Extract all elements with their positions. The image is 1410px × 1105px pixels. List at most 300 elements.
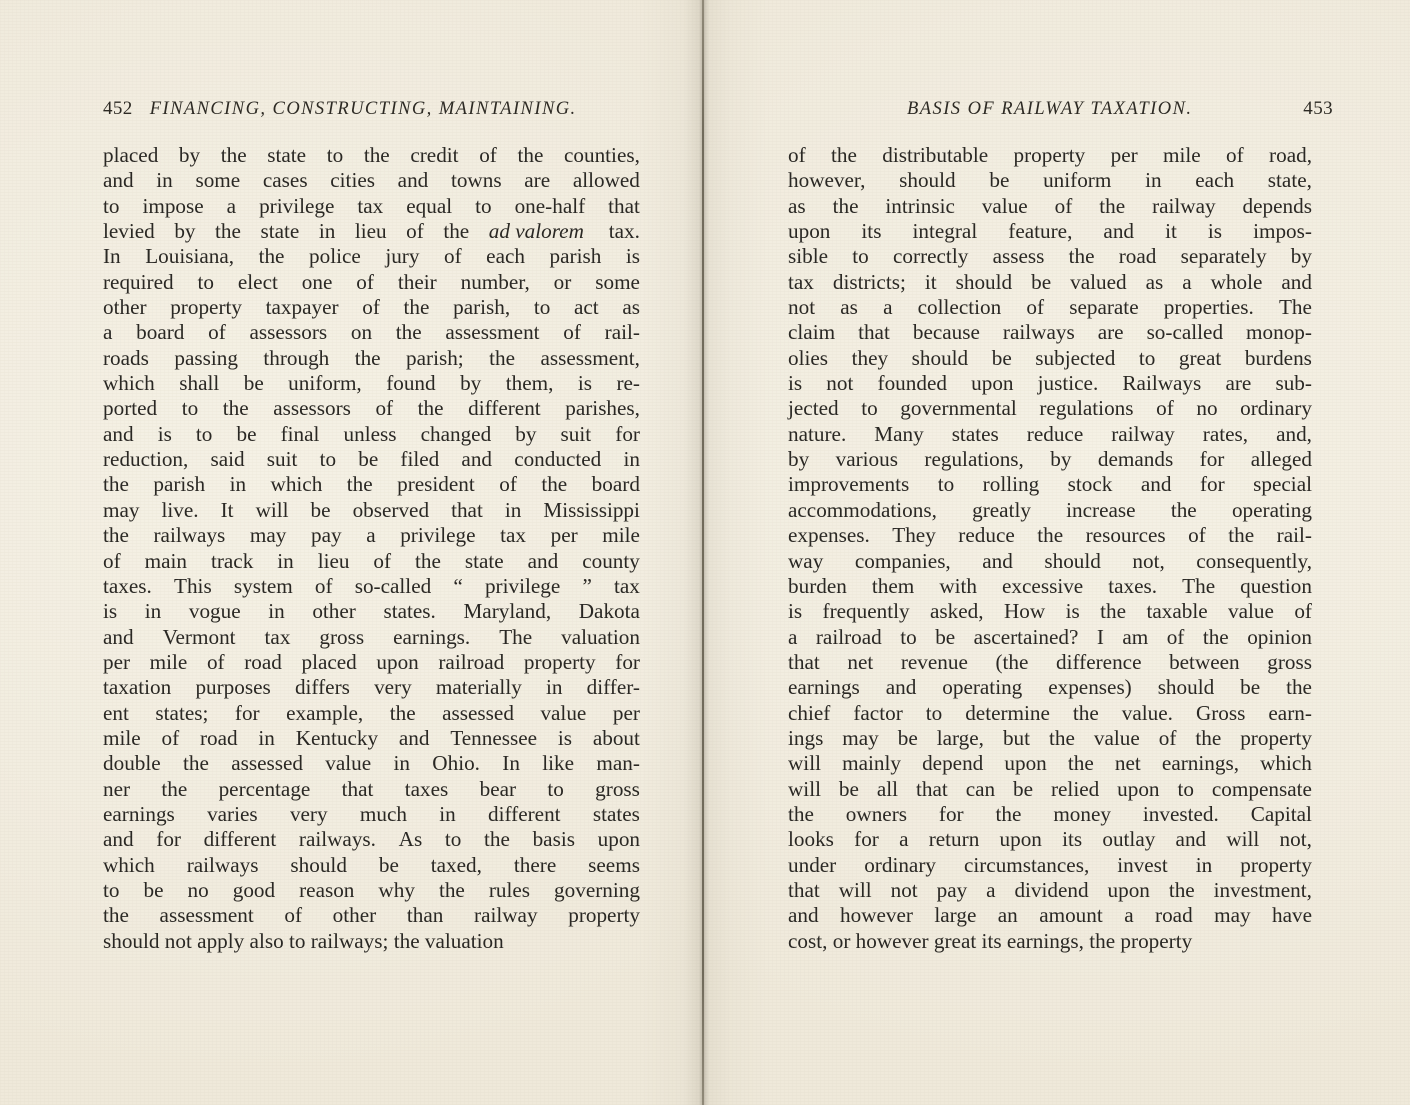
word: each [1195,168,1235,193]
word: that [788,877,820,902]
word: and [103,168,134,193]
word: taxes. [1108,573,1158,598]
word: act [573,295,599,320]
word: gross [319,624,365,649]
word: great [1178,345,1222,370]
word: the [1195,725,1222,750]
word: Louisiana, [145,244,235,269]
word: may [842,725,879,750]
word: is [1207,219,1223,244]
text-line [788,625,1312,650]
word: states [951,421,999,446]
word: as [788,193,806,218]
word: As [398,827,423,852]
word: ordinary [1240,396,1312,421]
word: in [258,725,275,750]
word: all [876,776,899,801]
word: there [513,852,557,877]
word: Vermont [162,624,236,649]
word: to [326,143,344,167]
text-line [788,523,1312,548]
word: be [310,497,331,522]
word: board [591,472,640,497]
word: nature. [788,421,847,446]
word: for [615,421,640,446]
word: property [1240,852,1312,877]
word: by [178,143,201,167]
left-page [0,0,703,1105]
word: levied [103,219,155,244]
word: upon [1004,751,1047,776]
text-line [788,498,1312,523]
word: tax [500,523,527,548]
text-line [788,827,1312,852]
word: “ [453,573,463,598]
word: parish, [453,295,511,320]
word: railway [1111,421,1175,446]
word: relied [1050,776,1100,801]
word: be [143,877,164,902]
word: the [1067,751,1094,776]
word: different [468,396,541,421]
text-line: cost, or however great its earnings, the property [788,928,1193,953]
word: other [332,903,377,928]
word: other [103,295,147,320]
word: taxes. [103,573,152,598]
right-page-folio: 453 [1303,98,1333,119]
word: are [1225,371,1252,396]
word: separately [1180,244,1267,269]
word: number, [460,269,530,294]
word: about [592,725,640,750]
word: consequently, [1196,548,1312,573]
word: man- [596,751,640,776]
word: roads [103,345,149,370]
word: are [1097,320,1124,345]
word: and [527,548,559,573]
word: the [1168,877,1195,902]
text-line [103,244,640,269]
word: is [577,371,592,396]
word: different [203,827,277,852]
word: some [195,168,241,193]
text-line [103,270,640,295]
word: by [460,371,482,396]
word: upon [376,649,419,674]
word: intrinsic [885,193,955,218]
word: in [144,599,162,624]
word: differ- [586,675,640,700]
word: each [486,244,525,269]
word: said [210,447,245,472]
word: railway [1152,193,1216,218]
word: not, [1279,827,1312,852]
text-line [103,625,640,650]
word: mile [103,725,141,750]
word: the [517,143,544,167]
word: to [319,447,337,472]
word: it [1165,219,1177,244]
word: for [1199,472,1225,497]
text-line [103,903,640,928]
word: and [103,624,134,649]
text-line [103,726,640,751]
word: Gross [1195,700,1246,725]
word: re- [616,371,640,396]
word: parish [153,472,206,497]
text-line [788,701,1312,726]
word: earn- [1268,700,1312,725]
italic-phrase: ad valorem [488,219,584,244]
word: to [861,396,878,421]
word: double [103,751,161,776]
word: should [899,168,956,193]
word: impose [142,193,204,218]
word: placed [103,143,159,167]
right-page-header-title: BASIS OF RAILWAY TAXATION. [907,99,1193,119]
text-line [788,244,1312,269]
right-page-paragraph [788,143,1312,954]
word: as [840,295,858,320]
word: earnings [103,801,175,826]
word: the [346,472,373,497]
word: varies [207,801,258,826]
word: taxes [404,776,449,801]
word: which [103,852,155,877]
word: property [170,295,242,320]
word: may [249,523,287,548]
word: of [788,143,806,167]
text-line [103,675,640,700]
word: states [592,801,640,826]
word: Ohio. [432,751,480,776]
word: their [397,269,437,294]
word: the [541,472,568,497]
word: have [1272,903,1312,928]
word: the [1072,700,1099,725]
word: in [504,497,522,522]
word: the [395,320,422,345]
word: purposes [195,675,271,700]
word: the [995,801,1022,826]
word: am [1122,624,1149,649]
text-line [788,295,1312,320]
word: cases [262,168,308,193]
right-page [703,0,1410,1105]
word: uniform [1043,168,1112,193]
word: stock [1067,472,1113,497]
word: as [622,295,640,320]
word: value [540,700,587,725]
word: of [208,320,226,345]
word: to [1177,776,1194,801]
word: cities [330,168,375,193]
word: as [1145,269,1164,294]
right-page-text-column [788,143,1312,954]
word: properties. [1163,295,1254,320]
word: governing [554,877,640,902]
word: road [244,649,282,674]
text-line [788,599,1312,624]
word: the [220,143,247,167]
word: return [928,827,980,852]
word: by [788,447,810,472]
word: value [325,751,372,776]
word: bear [479,776,517,801]
word: Railways [1122,371,1202,396]
word: feature, [1008,219,1073,244]
word: assessment [159,903,254,928]
word: it [924,269,937,294]
word: value [1093,725,1140,750]
word: They [892,523,936,548]
word: a [103,320,113,345]
word: assessors [273,396,351,421]
word: of [563,320,581,345]
word: is [103,599,118,624]
word: whole [1210,269,1263,294]
word: claim [788,320,836,345]
word: (the [995,649,1029,674]
word: police [309,244,361,269]
word: chief [788,700,831,725]
text-line [103,650,640,675]
word: equal [406,193,453,218]
word: of [499,472,517,497]
word: changed [420,421,492,446]
word: assess [992,244,1045,269]
text-line [103,574,640,599]
word: main [144,548,187,573]
word: differs [294,675,350,700]
word: upon [597,827,640,852]
word: invested. [1142,801,1219,826]
word: governmental [900,396,1017,421]
word: unless [343,421,397,446]
text-line [103,853,640,878]
word: The [499,624,533,649]
word: under [788,852,837,877]
word: the [103,472,129,497]
word: by [515,421,537,446]
word: should [955,269,1013,294]
word: be [935,624,956,649]
word: the [403,295,430,320]
word: separate [1069,295,1139,320]
word: assessors [249,320,328,345]
word: may [1214,903,1251,928]
word: example, [286,700,364,725]
word: a [366,523,376,548]
word: sible [788,244,829,269]
word: investment, [1213,877,1312,902]
word: excessive [1002,573,1084,598]
word: net [1114,751,1141,776]
word: valued [1070,269,1127,294]
word: parish [549,244,602,269]
word: for [938,801,964,826]
word: to [103,877,120,902]
word: not [826,371,854,396]
word: subjected [1035,345,1116,370]
word: Tennessee [450,725,538,750]
word: one-half [514,193,586,218]
word: railroad [815,624,882,649]
word: tax [357,193,384,218]
text-line [788,903,1312,928]
word: frequently [822,599,910,624]
word: to [195,421,213,446]
word: alleged [1250,447,1312,472]
text-line [103,422,640,447]
word: be [1031,269,1052,294]
word: in [156,168,173,193]
word: earnings, [1161,751,1239,776]
word: property [1240,725,1312,750]
word: reduce [1026,421,1084,446]
word: materially [435,675,522,700]
word: integral [912,219,978,244]
word: compensate [1211,776,1312,801]
word: track [210,548,254,573]
word: I [1096,624,1104,649]
left-page-text-column [103,143,640,954]
word: of [406,219,424,244]
word: not [890,877,918,902]
word: for [615,649,640,674]
word: in [545,675,563,700]
word: state [260,219,300,244]
word: earnings [788,675,860,700]
word: monop- [1246,320,1312,345]
word: of [1026,295,1045,320]
word: towns [450,168,502,193]
right-page-running-head [793,98,1333,120]
word: per [1110,143,1138,167]
text-line [103,194,640,219]
word: justice. [1037,371,1099,396]
word: increase [1066,497,1136,522]
word: to [181,396,199,421]
text-line [103,549,640,574]
word: or [553,269,572,294]
word: but [1002,725,1031,750]
word: some [595,269,640,294]
word: lieu [354,219,387,244]
text-line [788,726,1312,751]
word: Many [874,421,924,446]
word: the [1170,497,1197,522]
word: accommodations, [788,497,937,522]
word: be [358,447,379,472]
word: reduce [958,523,1015,548]
word: ordinary [864,852,936,877]
word: determine [965,700,1050,725]
word: demands [1097,447,1174,472]
word: the [1228,523,1255,548]
word: of [1166,624,1185,649]
word: between [1169,649,1240,674]
text-line [788,878,1312,903]
word: credit [410,143,459,167]
word: ported [103,396,158,421]
word: than [406,903,444,928]
word: passing [174,345,238,370]
text-line [788,270,1312,295]
word: and [885,675,917,700]
text-line [103,523,640,548]
word: rules [488,877,531,902]
word: is [557,725,573,750]
text-line [103,472,640,497]
word: state [267,143,307,167]
text-line [788,549,1312,574]
word: and [103,827,134,852]
word: of [161,725,180,750]
word: question [1240,573,1312,598]
word: will [838,877,872,902]
word: should [290,852,347,877]
word: filed [400,447,440,472]
word: final [280,421,320,446]
word: be [1013,776,1034,801]
word: other [312,599,356,624]
word: a [1124,903,1134,928]
text-line [788,396,1312,421]
word: observed [352,497,430,522]
word: railroad [438,649,505,674]
word: a [788,624,798,649]
word: greatly [972,497,1031,522]
word: per [103,649,131,674]
word: the [438,877,465,902]
word: ings [788,725,824,750]
word: of [1226,143,1244,167]
word: Dakota [578,599,640,624]
word: distributable [882,143,989,167]
word: impos- [1253,219,1312,244]
word: of [284,903,303,928]
word: will [1226,827,1260,852]
word: to [852,244,869,269]
word: should [1044,548,1101,573]
text-line [103,498,640,523]
word: of [443,244,462,269]
word: asked, [930,599,984,624]
text-line [788,168,1312,193]
word: the [222,396,249,421]
word: tax [614,573,640,598]
word: circumstances, [963,852,1090,877]
text-line [103,777,640,802]
text-line [103,320,640,345]
word: that [858,320,890,345]
word: and [397,168,429,193]
word: the [1049,725,1075,750]
word: regulations [1039,396,1134,421]
word: factor [853,700,903,725]
text-line [788,143,1312,168]
word: a [899,827,909,852]
word: in [439,801,456,826]
left-page-header-title: FINANCING, CONSTRUCTING, MAINTAINING. [149,99,577,119]
word: that [341,776,374,801]
word: money [1053,801,1111,826]
word: the [103,903,129,928]
word: not [788,295,816,320]
word: of [1294,599,1312,624]
word: railways. [298,827,376,852]
